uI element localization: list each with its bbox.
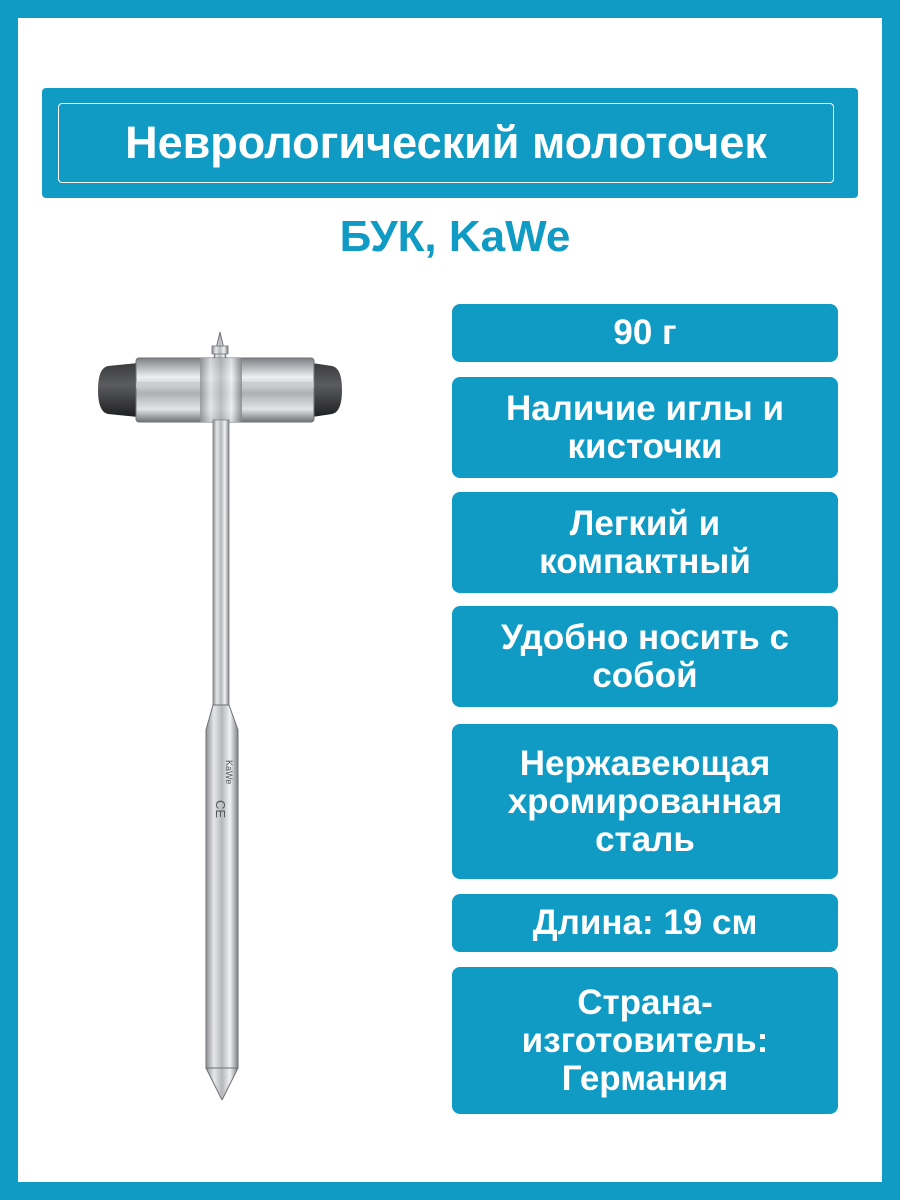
feature-light-compact: Легкий и компактный xyxy=(452,492,838,593)
title-border xyxy=(58,103,834,183)
feature-length: Длина: 19 см xyxy=(452,894,838,952)
rubber-head-left xyxy=(98,363,138,417)
feature-weight: 90 г xyxy=(452,304,838,362)
feature-needle-brush: Наличие иглы и кисточки xyxy=(452,377,838,478)
handle-engraving-brand: KaWe xyxy=(224,760,234,785)
page-subtitle: БУК, KaWe xyxy=(339,212,571,261)
feature-country: Страна- изготовитель: Германия xyxy=(452,967,838,1114)
hammer-tip xyxy=(206,1068,238,1100)
page-title: Неврологический молоточек xyxy=(125,117,767,168)
feature-portable: Удобно носить с собой xyxy=(452,606,838,707)
title-banner xyxy=(42,88,858,198)
feature-material: Нержавеющая хромированная сталь xyxy=(452,724,838,879)
hammer-shaft xyxy=(213,420,229,710)
reflex-hammer-icon xyxy=(80,300,380,1100)
handle-engraving-mark: CE xyxy=(213,800,228,819)
rubber-head-right xyxy=(312,363,342,417)
